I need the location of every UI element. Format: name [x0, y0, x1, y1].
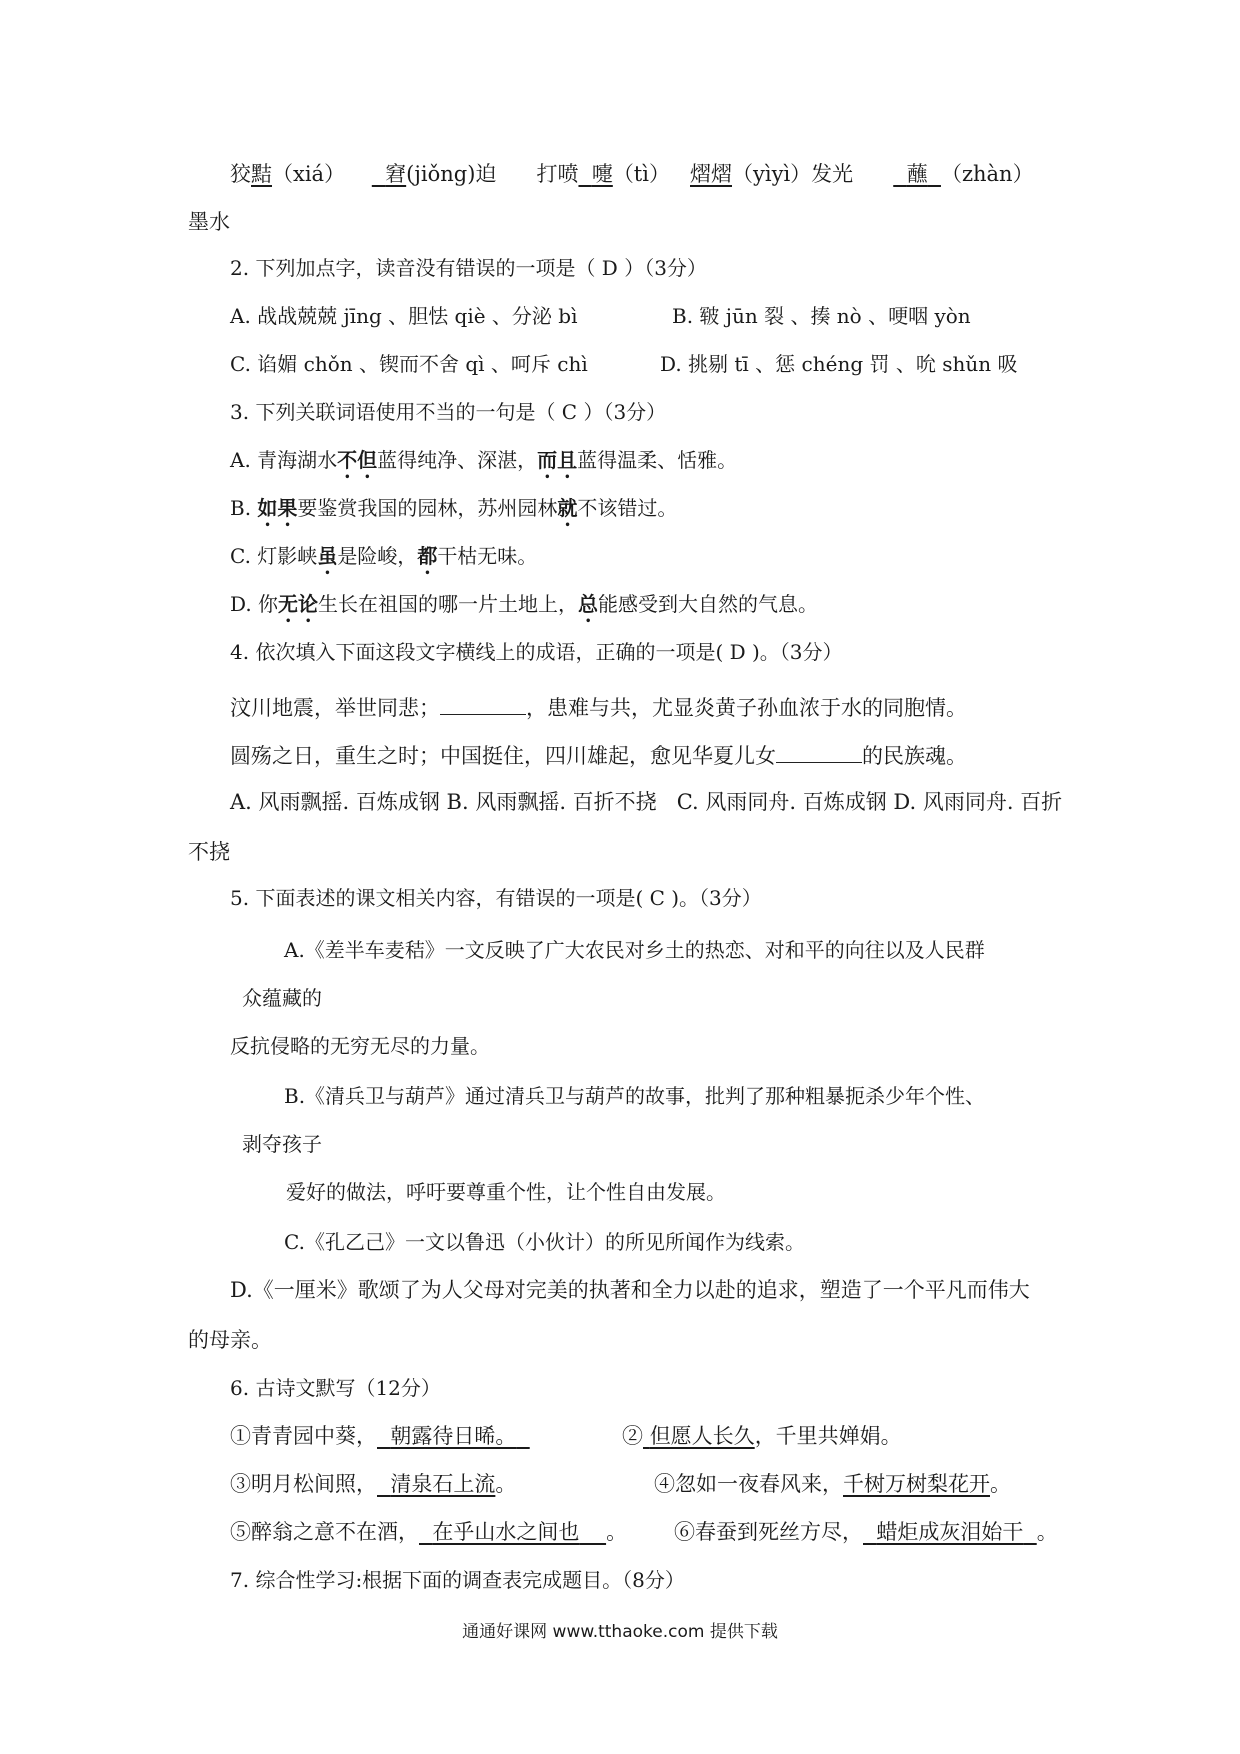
- q7-stem: 7. 综合性学习:根据下面的调查表完成题目。（8分）: [230, 1568, 685, 1592]
- q5-stem: 5. 下面表述的课文相关内容，有错误的一项是( C )。（3分）: [230, 886, 762, 910]
- q3-option-c: C. 灯影峡虽是险峻，都干枯无味。: [230, 544, 538, 568]
- q5-option-a-line-3: 反抗侵略的无穷无尽的力量。: [230, 1034, 490, 1058]
- word-4-pinyin: （yìyì）: [732, 162, 812, 186]
- word-2-suffix: 迫: [475, 162, 497, 186]
- q2-option-d: D. 挑剔 tī 、惩 chéng 罚 、吮 shǔn 吸: [660, 352, 1018, 376]
- q3-stem: 3. 下列关联词语使用不当的一句是（ C ）（3分）: [230, 400, 667, 424]
- q5-option-b-line-3: 爱好的做法，呼吁要尊重个性，让个性自由发展。: [286, 1180, 726, 1204]
- word-4-suffix: 发光: [811, 162, 854, 186]
- q2-option-c: C. 谄媚 chǒn 、锲而不舍 qì 、呵斥 chì: [230, 352, 588, 376]
- q5-option-a-line-1: A.《差半车麦秸》一文反映了广大农民对乡土的热恋、对和平的向往以及人民群: [284, 938, 985, 962]
- word-3-prefix: 打喷: [536, 162, 579, 186]
- word-1-char: 黠: [251, 162, 272, 186]
- word-3-char: 嚏: [591, 162, 613, 186]
- q6-answer-2: 但愿人长久: [649, 1424, 755, 1448]
- q2-stem: 2. 下列加点字，读音没有错误的一项是（ D ）（3分）: [230, 256, 707, 280]
- q5-option-b-line-1: B.《清兵卫与葫芦》通过清兵卫与葫芦的故事，批判了那种粗暴扼杀少年个性、: [284, 1084, 986, 1108]
- q6-poem-2: ② 但愿人长久，千里共婵娟。: [622, 1424, 902, 1448]
- word-1-pinyin: （xiá）: [272, 162, 346, 186]
- q6-poem-3: ③明月松间照， 清泉石上流。: [230, 1472, 517, 1496]
- q6-answer-4: 千树万树梨花开: [843, 1472, 990, 1496]
- word-2-char: 窘: [385, 162, 407, 186]
- q6-answer-6: 蜡炬成灰泪始干: [876, 1520, 1024, 1544]
- q6-answer-5: 在乎山水之间也: [432, 1520, 580, 1544]
- q5-option-d-line-1: D.《一厘米》歌颂了为人父母对完美的执著和全力以赴的追求，塑造了一个平凡而伟大: [230, 1278, 1030, 1302]
- q4-passage-line-1: 汶川地震，举世同悲； ，患难与共，尤显炎黄子孙血浓于水的同胞情。: [230, 692, 967, 722]
- word-4-chars: 熠熠: [690, 162, 732, 186]
- q2-option-b: B. 皲 jūn 裂 、揍 nò 、哽咽 yòn: [672, 304, 971, 328]
- word-3-pinyin: （tì）: [612, 162, 670, 186]
- page-footer: 通通好课网 www.tthaoke.com 提供下载: [462, 1622, 778, 1642]
- q5-option-d-line-2: 的母亲。: [188, 1328, 272, 1352]
- word-2-pinyin: (jiǒng): [406, 162, 476, 186]
- word-5-char: 蘸: [906, 162, 928, 186]
- q6-answer-1: 朝露待日晞。: [390, 1424, 517, 1448]
- q6-poem-1: ①青青园中葵， 朝露待日晞。: [230, 1422, 530, 1450]
- q6-answer-3: 清泉石上流: [390, 1472, 496, 1496]
- q4-options: A. 风雨飘摇. 百炼成钢 B. 风雨飘摇. 百折不挠 C. 风雨同舟. 百炼成钢 D. 风雨同舟. 百折: [230, 790, 1063, 814]
- q6-poem-6: ⑥春蚕到死丝方尽， 蜡炬成灰泪始干 。: [674, 1520, 1058, 1544]
- q4-blank-1: [440, 692, 526, 715]
- q1-continuation: 墨水: [188, 210, 230, 234]
- q5-option-a-line-2: 众蕴藏的: [242, 986, 322, 1010]
- q2-option-a: A. 战战兢兢 jīng 、胆怯 qiè 、分泌 bì: [230, 304, 578, 328]
- q3-option-b: B. 如果要鉴赏我国的园林，苏州园林就不该错过。: [230, 496, 678, 520]
- q5-option-c: C.《孔乙己》一文以鲁迅（小伙计）的所见所闻作为线索。: [284, 1230, 805, 1254]
- q6-stem: 6. 古诗文默写（12分）: [230, 1376, 441, 1400]
- q3-option-a: A. 青海湖水不但蓝得纯净、深湛，而且蓝得温柔、恬雅。: [230, 448, 738, 472]
- q6-poem-5: ⑤醉翁之意不在酒， 在乎山水之间也 。: [230, 1520, 628, 1544]
- q6-poem-4: ④忽如一夜春风来，千树万树梨花开。: [654, 1472, 1011, 1496]
- q4-stem: 4. 依次填入下面这段文字横线上的成语，正确的一项是( D )。（3分）: [230, 640, 843, 664]
- q5-option-b-line-2: 剥夺孩子: [242, 1132, 322, 1156]
- q4-passage-line-2: 圆殇之日，重生之时；中国挺住，四川雄起，愈见华夏儿女 的民族魂。: [230, 740, 967, 770]
- q3-option-d: D. 你无论生长在祖国的哪一片土地上，总能感受到大自然的气息。: [230, 592, 819, 616]
- q4-options-continuation: 不挠: [188, 840, 230, 864]
- q1-words-line: [230, 160, 1034, 188]
- q4-blank-2: [776, 740, 862, 763]
- word-5-pinyin: （zhàn）: [940, 162, 1034, 186]
- word-1-prefix: 狡: [230, 162, 251, 186]
